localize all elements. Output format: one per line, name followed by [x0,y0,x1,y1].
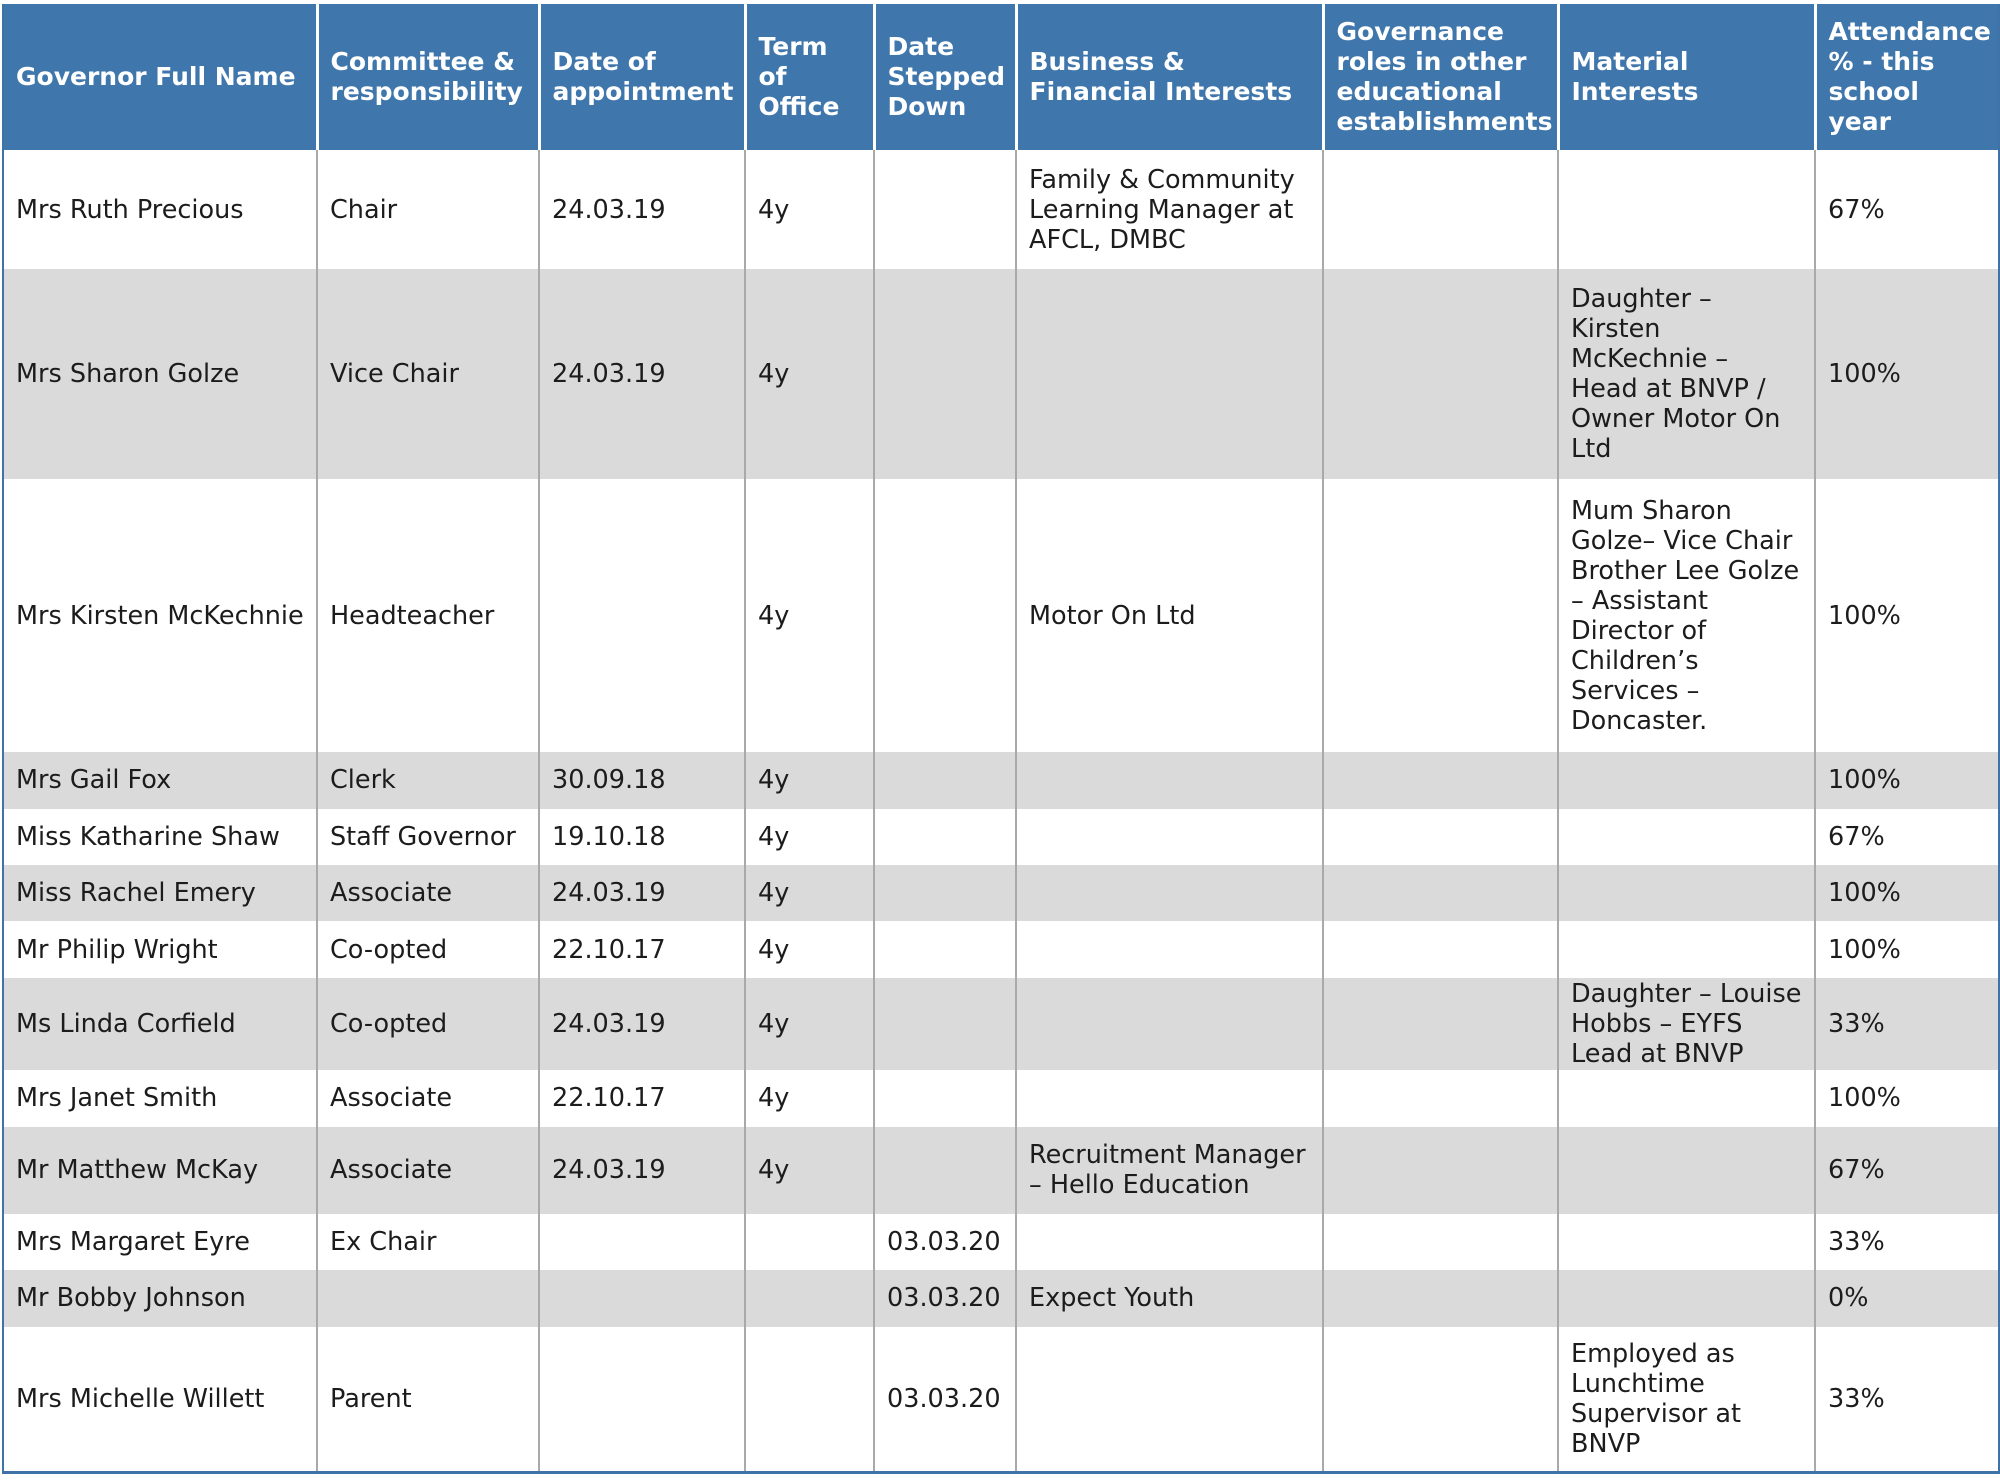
cell-attendance: 33% [1815,1214,1999,1270]
cell-committee [317,1270,539,1326]
cell-governance-roles [1323,1327,1558,1473]
cell-committee: Ex Chair [317,1214,539,1270]
cell-date-appointment: 30.09.18 [539,752,745,808]
cell-material-interests [1558,150,1815,269]
cell-governor-name: Mrs Kirsten McKechnie [3,479,317,752]
cell-committee: Associate [317,1127,539,1214]
cell-business-interests [1016,752,1323,808]
cell-date-appointment: 24.03.19 [539,978,745,1070]
cell-business-interests [1016,978,1323,1070]
cell-committee: Headteacher [317,479,539,752]
cell-attendance: 0% [1815,1270,1999,1326]
cell-committee: Chair [317,150,539,269]
cell-governance-roles [1323,479,1558,752]
header-row [3,4,1999,150]
cell-date-stepped-down [874,479,1016,752]
table-row [3,269,1999,479]
cell-term-of-office: 4y [745,978,874,1070]
col-date-stepped-down: Date Stepped Down [874,4,1016,150]
cell-attendance: 100% [1815,1070,1999,1126]
cell-governance-roles [1323,150,1558,269]
cell-date-stepped-down [874,921,1016,977]
cell-attendance: 33% [1815,1327,1999,1473]
cell-governor-name: Miss Rachel Emery [3,865,317,921]
cell-governance-roles [1323,752,1558,808]
cell-date-stepped-down [874,978,1016,1070]
table-row [3,1127,1999,1214]
cell-attendance: 67% [1815,809,1999,865]
col-governor-name: Governor Full Name [3,4,317,150]
cell-term-of-office [745,1327,874,1473]
cell-governance-roles [1323,1214,1558,1270]
governors-table [2,4,2000,1474]
cell-date-stepped-down [874,809,1016,865]
cell-governance-roles [1323,1270,1558,1326]
cell-material-interests [1558,1127,1815,1214]
cell-date-appointment [539,1214,745,1270]
cell-material-interests: Employed as Lunchtime Supervisor at BNVP [1558,1327,1815,1473]
cell-material-interests [1558,1270,1815,1326]
cell-business-interests: Family & Community Learning Manager at AFCL, DMBC [1016,150,1323,269]
cell-term-of-office: 4y [745,479,874,752]
cell-date-stepped-down [874,269,1016,479]
table-row [3,865,1999,921]
cell-governor-name: Mrs Janet Smith [3,1070,317,1126]
cell-date-stepped-down: 03.03.20 [874,1327,1016,1473]
cell-governor-name: Mr Philip Wright [3,921,317,977]
cell-term-of-office [745,1214,874,1270]
table-row [3,479,1999,752]
cell-term-of-office: 4y [745,752,874,808]
table-row [3,1214,1999,1270]
cell-committee: Co-opted [317,978,539,1070]
cell-date-appointment [539,479,745,752]
col-term-of-office: Term of Office [745,4,874,150]
table-row [3,1327,1999,1473]
cell-term-of-office: 4y [745,1127,874,1214]
cell-attendance: 67% [1815,150,1999,269]
cell-governance-roles [1323,1127,1558,1214]
cell-material-interests [1558,752,1815,808]
cell-date-stepped-down [874,865,1016,921]
cell-date-stepped-down [874,1127,1016,1214]
cell-material-interests [1558,865,1815,921]
cell-governance-roles [1323,921,1558,977]
cell-term-of-office [745,1270,874,1326]
cell-governance-roles [1323,1070,1558,1126]
cell-term-of-office: 4y [745,1070,874,1126]
cell-governor-name: Mrs Michelle Willett [3,1327,317,1473]
cell-governor-name: Miss Katharine Shaw [3,809,317,865]
cell-term-of-office: 4y [745,921,874,977]
cell-governance-roles [1323,978,1558,1070]
cell-attendance: 100% [1815,752,1999,808]
cell-attendance: 100% [1815,269,1999,479]
cell-date-appointment: 24.03.19 [539,1127,745,1214]
cell-governor-name: Mrs Margaret Eyre [3,1214,317,1270]
cell-attendance: 33% [1815,978,1999,1070]
cell-committee: Associate [317,1070,539,1126]
cell-term-of-office: 4y [745,809,874,865]
col-attendance: Attendance % - this school year [1815,4,1999,150]
table-row [3,150,1999,269]
col-business-interests: Business & Financial Interests [1016,4,1323,150]
cell-material-interests [1558,1070,1815,1126]
cell-governance-roles [1323,269,1558,479]
table-row [3,978,1999,1070]
cell-business-interests: Expect Youth [1016,1270,1323,1326]
table-row [3,752,1999,808]
cell-attendance: 100% [1815,921,1999,977]
cell-business-interests [1016,809,1323,865]
cell-date-appointment [539,1270,745,1326]
cell-governance-roles [1323,809,1558,865]
cell-committee: Vice Chair [317,269,539,479]
cell-date-stepped-down [874,150,1016,269]
cell-committee: Clerk [317,752,539,808]
cell-governor-name: Mrs Gail Fox [3,752,317,808]
table-row [3,921,1999,977]
table-row [3,809,1999,865]
cell-business-interests [1016,1214,1323,1270]
cell-business-interests [1016,865,1323,921]
cell-committee: Parent [317,1327,539,1473]
cell-committee: Staff Governor [317,809,539,865]
cell-date-appointment: 22.10.17 [539,1070,745,1126]
cell-term-of-office: 4y [745,865,874,921]
cell-governor-name: Mr Bobby Johnson [3,1270,317,1326]
cell-material-interests [1558,1214,1815,1270]
cell-business-interests: Recruitment Manager – Hello Education [1016,1127,1323,1214]
cell-material-interests [1558,809,1815,865]
cell-date-appointment: 22.10.17 [539,921,745,977]
cell-material-interests: Mum Sharon Golze– Vice Chair Brother Lee Golze – Assistant Director of Children’s Services – Doncaster. [1558,479,1815,752]
cell-date-appointment: 24.03.19 [539,269,745,479]
table-row [3,1270,1999,1326]
cell-material-interests [1558,921,1815,977]
cell-governor-name: Ms Linda Corfield [3,978,317,1070]
col-date-appointment: Date of appointment [539,4,745,150]
cell-attendance: 100% [1815,865,1999,921]
cell-term-of-office: 4y [745,150,874,269]
cell-governor-name: Mr Matthew McKay [3,1127,317,1214]
cell-date-stepped-down [874,1070,1016,1126]
cell-governor-name: Mrs Sharon Golze [3,269,317,479]
col-governance-roles: Governance roles in other educational establishments [1323,4,1558,150]
cell-business-interests [1016,269,1323,479]
cell-date-stepped-down [874,752,1016,808]
cell-business-interests [1016,1327,1323,1473]
cell-material-interests: Daughter – Louise Hobbs – EYFS Lead at BNVP [1558,978,1815,1070]
cell-business-interests [1016,921,1323,977]
table-row [3,1070,1999,1126]
cell-business-interests: Motor On Ltd [1016,479,1323,752]
cell-term-of-office: 4y [745,269,874,479]
cell-governance-roles [1323,865,1558,921]
cell-committee: Co-opted [317,921,539,977]
cell-date-appointment: 24.03.19 [539,865,745,921]
cell-date-stepped-down: 03.03.20 [874,1214,1016,1270]
cell-date-appointment: 19.10.18 [539,809,745,865]
cell-date-appointment [539,1327,745,1473]
cell-date-appointment: 24.03.19 [539,150,745,269]
col-committee: Committee & responsibility [317,4,539,150]
cell-business-interests [1016,1070,1323,1126]
cell-attendance: 67% [1815,1127,1999,1214]
cell-attendance: 100% [1815,479,1999,752]
cell-governor-name: Mrs Ruth Precious [3,150,317,269]
cell-date-stepped-down: 03.03.20 [874,1270,1016,1326]
cell-committee: Associate [317,865,539,921]
cell-material-interests: Daughter – Kirsten McKechnie – Head at BNVP / Owner Motor On Ltd [1558,269,1815,479]
col-material-interests: Material Interests [1558,4,1815,150]
